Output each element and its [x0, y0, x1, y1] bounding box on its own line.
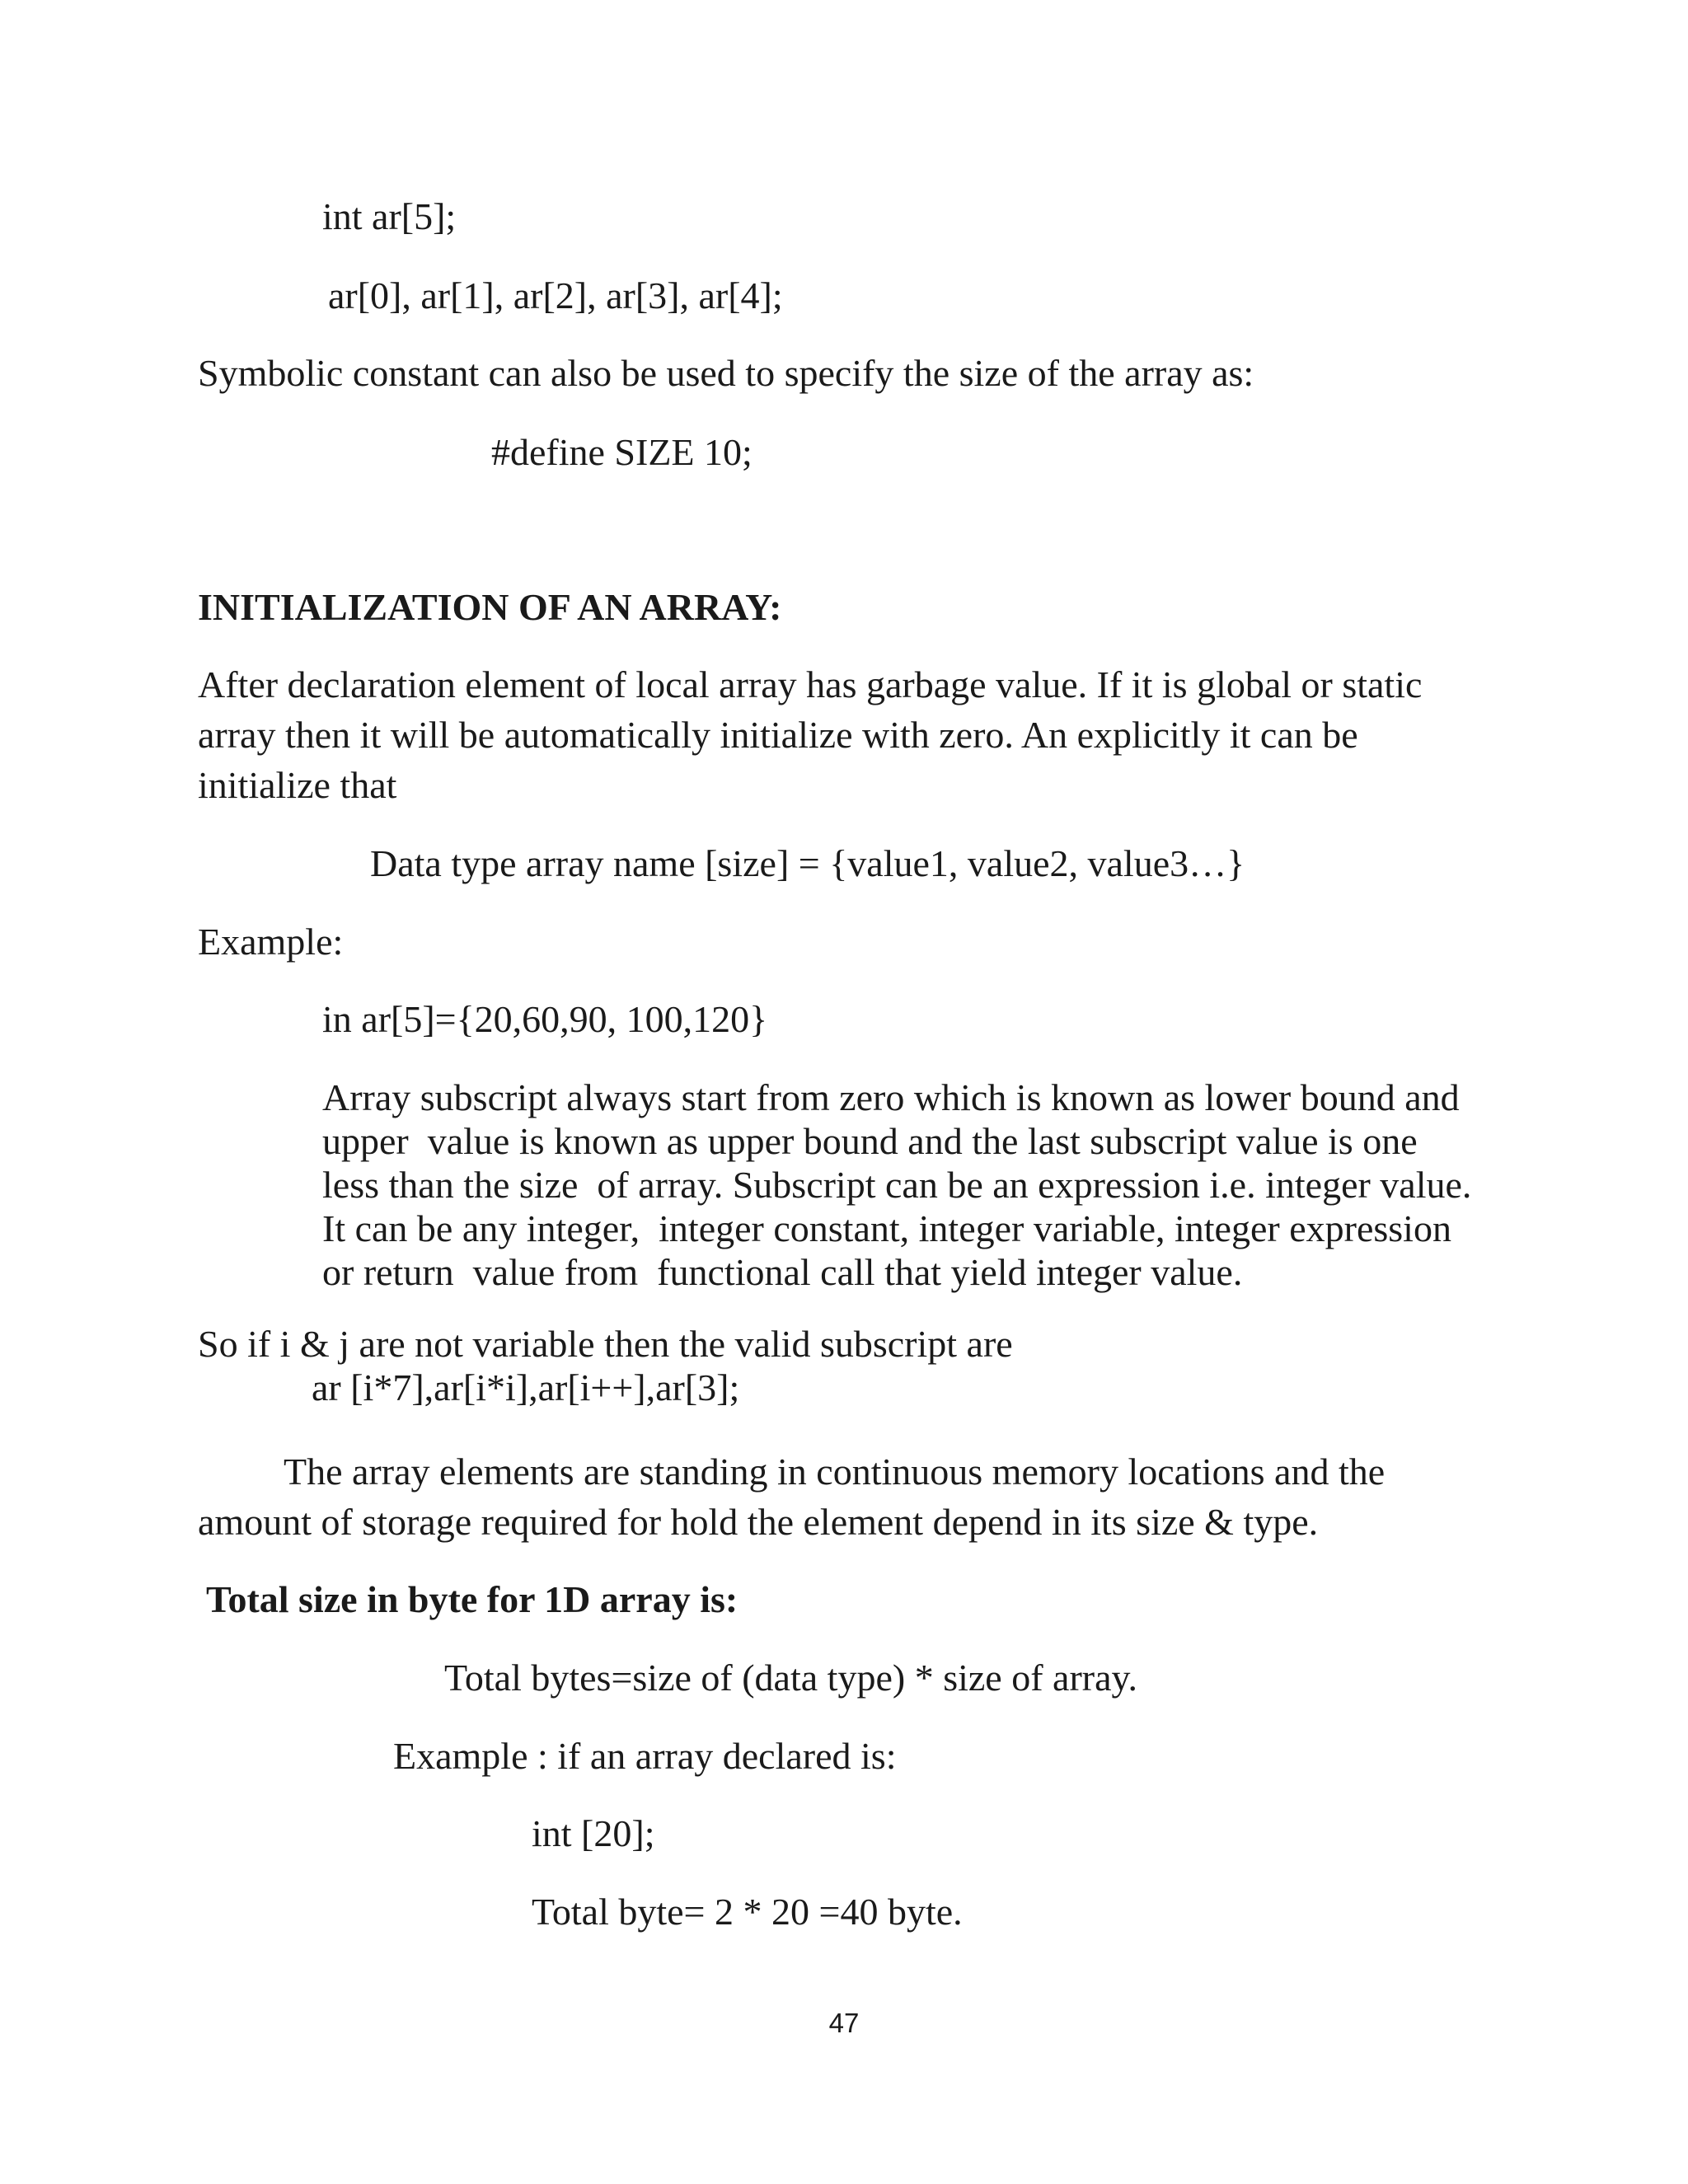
total-size-example-result: Total byte= 2 * 20 =40 byte. — [532, 1891, 963, 1933]
memory-line-2: amount of storage required for hold the element depend in its size & type. — [198, 1501, 1319, 1543]
memory-line-1: The array elements are standing in continuous memory locations and the — [284, 1451, 1386, 1493]
total-size-heading: Total size in byte for 1D array is: — [206, 1578, 738, 1620]
code-line-elements: ar[0], ar[1], ar[2], ar[3], ar[4]; — [328, 274, 783, 316]
valid-subscript-intro: So if i & j are not variable then the valid subscript are — [198, 1323, 1013, 1365]
code-line-declaration: int ar[5]; — [322, 195, 457, 237]
page-number: 47 — [828, 2008, 860, 2038]
symbolic-constant-text: Symbolic constant can also be used to specify the size of the array as: — [198, 352, 1254, 394]
subscript-line-4: It can be any integer, integer constant, integer variable, integer expression — [322, 1207, 1451, 1249]
valid-subscript-code: ar [i*7],ar[i*i],ar[i++],ar[3]; — [312, 1366, 740, 1408]
init-syntax-line: Data type array name [size] = {value1, value2, value3…} — [370, 842, 1245, 884]
subscript-line-1: Array subscript always start from zero which is known as lower bound and — [322, 1076, 1460, 1118]
subscript-line-2: upper value is known as upper bound and the last subscript value is one — [322, 1120, 1418, 1162]
subscript-line-5: or return value from functional call that yield integer value. — [322, 1251, 1243, 1293]
total-size-example-decl: int [20]; — [532, 1812, 655, 1854]
total-bytes-formula: Total bytes=size of (data type) * size of array. — [444, 1657, 1138, 1699]
total-size-example-intro: Example : if an array declared is: — [393, 1735, 897, 1777]
init-paragraph-line-3: initialize that — [198, 764, 397, 806]
initialization-heading: INITIALIZATION OF AN ARRAY: — [198, 586, 782, 628]
init-paragraph-line-2: array then it will be automatically initialize with zero. An explicitly it can be — [198, 714, 1358, 756]
define-code-line: #define SIZE 10; — [491, 431, 753, 473]
subscript-line-3: less than the size of array. Subscript can be an expression i.e. integer value. — [322, 1164, 1472, 1206]
example-label: Example: — [198, 921, 344, 963]
example-code-line: in ar[5]={20,60,90, 100,120} — [322, 998, 768, 1040]
init-paragraph-line-1: After declaration element of local array has garbage value. If it is global or static — [198, 663, 1423, 705]
